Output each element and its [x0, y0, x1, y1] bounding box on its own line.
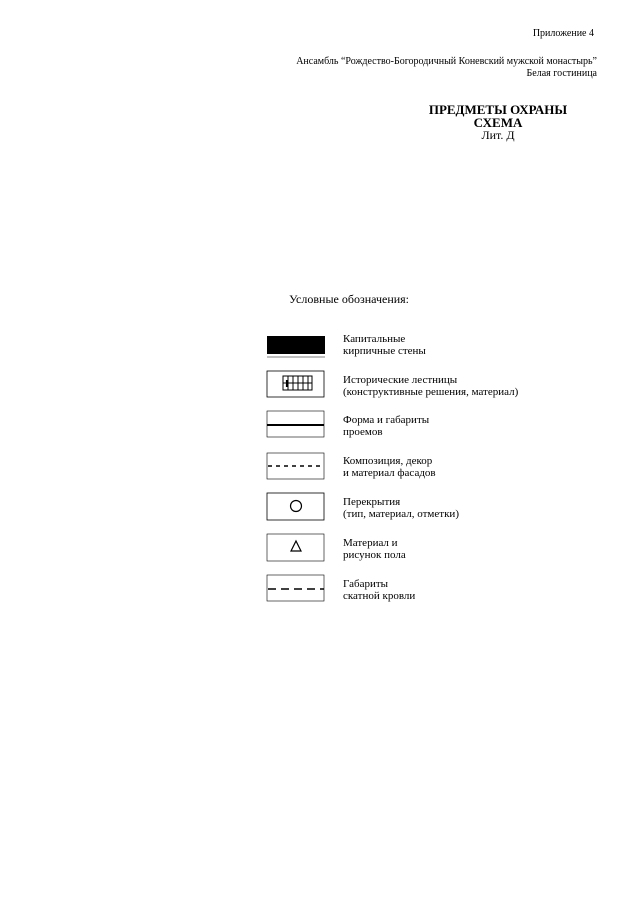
legend-item-historic-stairs: Исторические лестницы (конструктивные решения, материал)	[343, 374, 519, 398]
page-title: ПРЕДМЕТЫ ОХРАНЫ	[428, 102, 568, 117]
solid-line-icon	[266, 410, 324, 438]
legend-item-facade-composition: Композиция, декор и материал фасадов	[343, 455, 436, 479]
circle-icon	[266, 492, 324, 520]
triangle-icon	[266, 533, 324, 561]
legend-item-capital-walls: Капитальные кирпичные стены	[343, 333, 426, 357]
legend-item-floor-material: Материал и рисунок пола	[343, 537, 406, 561]
long-dashed-line-icon	[266, 574, 324, 602]
title-block	[398, 103, 598, 142]
page-subtitle: СХЕМА	[473, 115, 523, 130]
legend-item-openings: Форма и габариты проемов	[343, 414, 430, 438]
letter-designation: Лит. Д	[481, 128, 515, 142]
legend-heading: Условные обозначения:	[289, 292, 410, 306]
ensemble-name: Ансамбль “Рождество-Богородичный Коневский мужской монастырь”	[296, 56, 597, 67]
ensemble-caption	[177, 56, 597, 80]
building-name: Белая гостиница	[526, 68, 597, 79]
solid-black-wall-icon	[266, 331, 324, 359]
legend-item-roof: Габариты скатной кровли	[343, 578, 416, 602]
staircase-grid-icon	[266, 370, 324, 398]
appendix-label: Приложение 4	[532, 28, 594, 39]
legend-item-floors: Перекрытия (тип, материал, отметки)	[343, 496, 459, 520]
short-dashed-line-icon	[266, 452, 324, 480]
